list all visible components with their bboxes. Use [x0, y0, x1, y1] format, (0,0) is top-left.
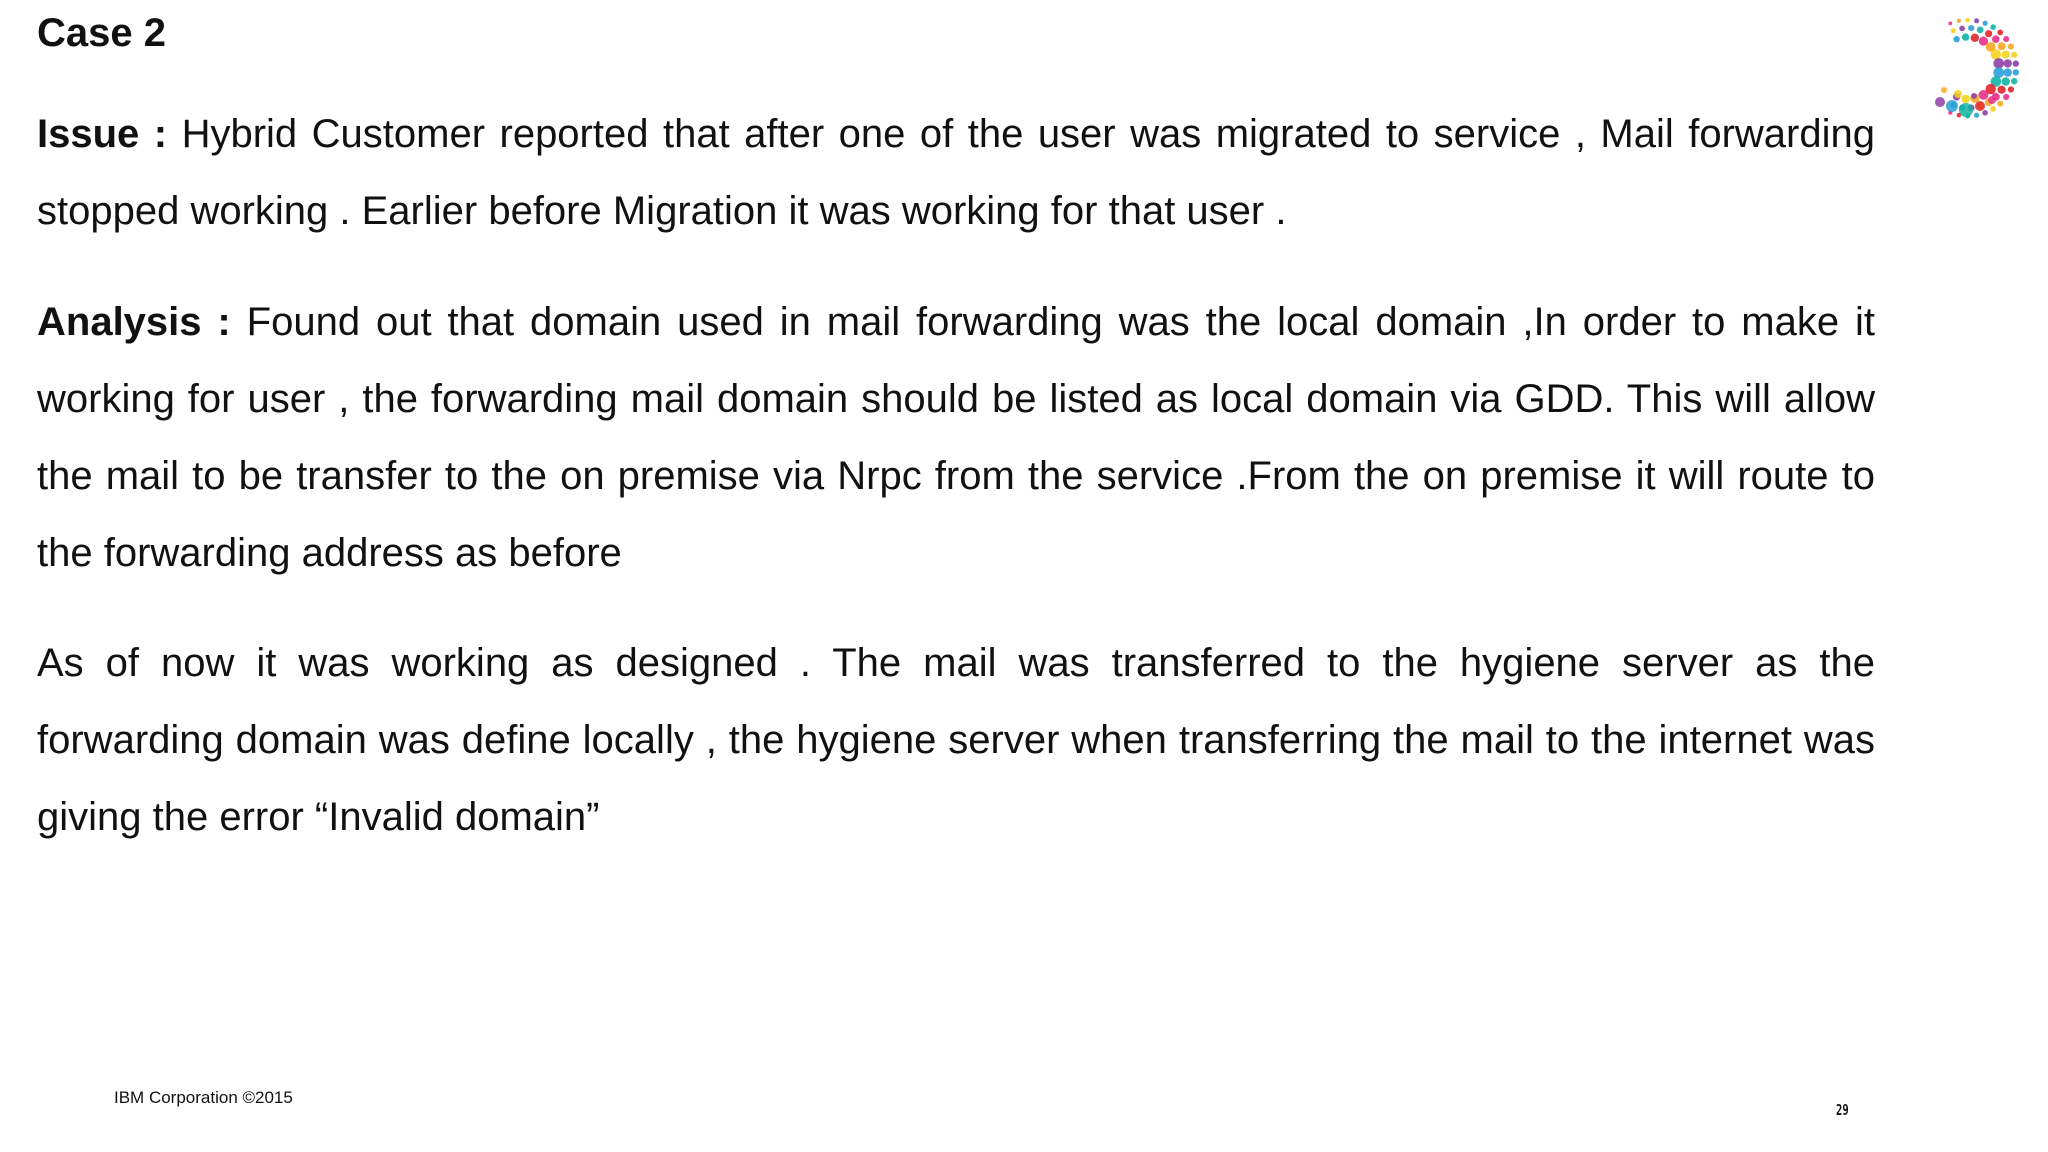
footer-copyright: IBM Corporation ©2015	[114, 1088, 293, 1107]
slide-title: Case 2	[37, 11, 166, 55]
issue-paragraph	[37, 96, 1875, 250]
issue-label: Issue :	[37, 112, 168, 156]
page-number: 29	[1836, 1101, 1849, 1119]
as-of-now-text: As of now it was working as designed . The mail was transferred to the hygiene server as the forwarding domain was define locally , the hygiene server when transferring the mail to the internet was giving the error “Invalid domain”	[37, 641, 1875, 839]
analysis-text: Found out that domain used in mail forwarding was the local domain ,In order to make it working for user , the forwarding mail domain should be listed as local domain via GDD. This will allow the mail to be transfer to the on premise via Nrpc from the service .From the on premise it will route to the forwarding address as before	[37, 300, 1875, 575]
logo-icon	[1930, 6, 2048, 142]
analysis-label: Analysis :	[37, 300, 231, 344]
analysis-paragraph	[37, 284, 1875, 592]
issue-text: Hybrid Customer reported that after one of the user was migrated to service , Mail forwarding stopped working . Earlier before Migration it was working for that user .	[37, 112, 1876, 233]
as-of-now-paragraph	[37, 625, 1875, 856]
